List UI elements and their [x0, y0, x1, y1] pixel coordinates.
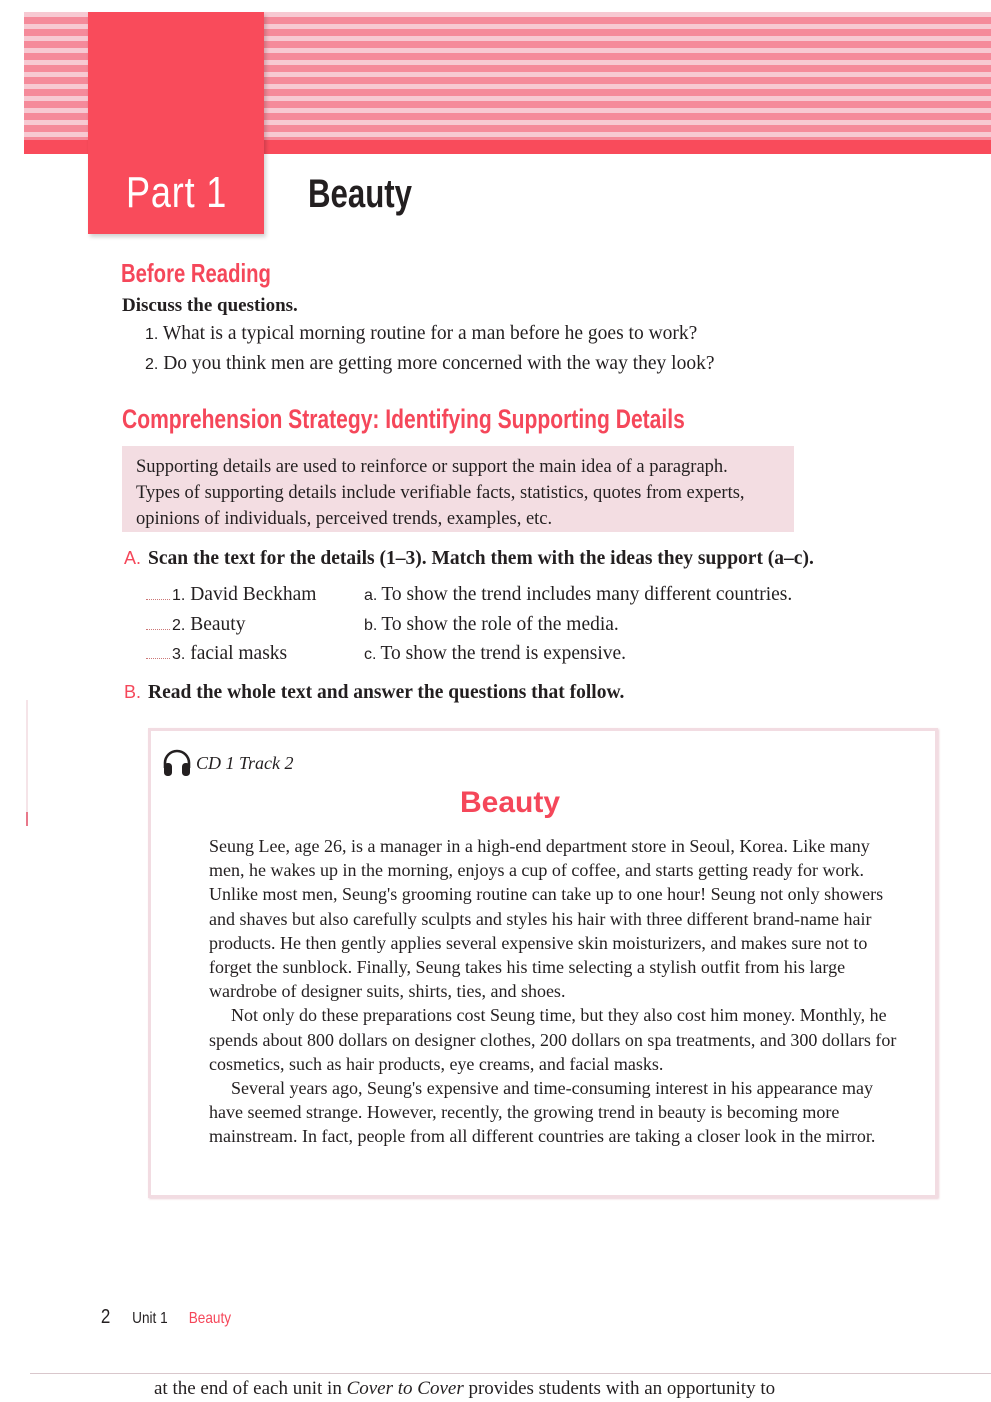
detail-number: 3.: [172, 646, 186, 663]
reading-title: Beauty: [459, 786, 561, 819]
answer-blank[interactable]: [146, 658, 170, 659]
before-reading-heading: Before Reading: [121, 258, 271, 288]
detail-text: Beauty: [190, 614, 246, 635]
detail-text: facial masks: [190, 643, 288, 664]
idea-text: To show the role of the media.: [381, 614, 619, 635]
book-title-italic: Cover to Cover: [346, 1378, 464, 1399]
idea-letter: a.: [364, 587, 378, 604]
passage-paragraph: Seung Lee, age 26, is a manager in a high-end department store in Seoul, Korea. Like many men, he wakes up in the morning, enjoys a cup of coffee, and starts getting ready for work. Unlike most men, Seung's grooming routine can take up to one hour! Seung not only showers and shaves but also carefully sculpts and styles his hair with three different brand-name hair products. He then gently applies several expensive skin moisturizers, and makes sure not to forget the sunblock. Finally, Seung takes his time selecting a stylish outfit from his large wardrobe of designer suits, shirts, ties, and shoes.: [209, 836, 884, 1002]
strategy-line: Supporting details are used to reinforce or support the main idea of a paragraph.: [136, 457, 728, 477]
headphones-icon: [162, 748, 192, 778]
exercise-b-instruction: [124, 682, 624, 704]
exercise-letter: A.: [124, 548, 142, 568]
strategy-line: opinions of individuals, perceived trends, examples, etc.: [136, 509, 553, 529]
strategy-heading: Comprehension Strategy: Identifying Supporting Details: [122, 404, 685, 434]
exercise-letter: B.: [124, 682, 142, 702]
idea-text: To show the trend includes many different countries.: [381, 584, 793, 605]
question-text: Do you think men are getting more concerned with the way they look?: [163, 353, 715, 374]
reading-passage: [209, 834, 899, 1149]
discussion-question: [145, 353, 714, 375]
page-divider: [30, 1373, 991, 1374]
idea-item: [364, 614, 619, 636]
question-text: What is a typical morning routine for a man before he goes to work?: [162, 323, 698, 344]
idea-text: To show the trend is expensive.: [380, 643, 627, 664]
idea-letter: b.: [364, 617, 378, 634]
passage-paragraph: Several years ago, Seung's expensive and time-consuming interest in his appearance may have seemed strange. However, recently, the growing trend in beauty is becoming more mainstream. In fact, people from all different countries are taking a closer look in the mirror.: [209, 1078, 876, 1147]
track-text: CD 1 Track 2: [196, 752, 294, 773]
answer-blank[interactable]: [146, 599, 170, 600]
detail-item: [146, 643, 287, 665]
footer-unit-title: Beauty: [188, 1310, 231, 1327]
strategy-line: Types of supporting details include verifiable facts, statistics, quotes from experts,: [136, 483, 745, 503]
passage-paragraph: Not only do these preparations cost Seung time, but they also cost him money. Monthly, he spends about 800 dollars on designer clothes, 200 dollars on spa treatments, and 300 dollars for cosmetics, such as hair products, eye creams, and facial masks.: [209, 1005, 897, 1074]
page-number: 2: [100, 1306, 111, 1328]
exercise-b-text: Read the whole text and answer the questions that follow.: [148, 682, 625, 703]
detail-number: 1.: [172, 587, 186, 604]
answer-blank[interactable]: [146, 629, 170, 630]
footer-unit: Unit 1: [132, 1310, 168, 1327]
discuss-instruction: Discuss the questions.: [122, 295, 298, 316]
exercise-a-text: Scan the text for the details (1–3). Match them with the ideas they support (a–c).: [148, 548, 814, 569]
next-page-text-end: provides students with an opportunity to: [463, 1378, 776, 1399]
detail-item: [146, 584, 316, 606]
page-footer: [100, 1306, 235, 1329]
idea-item: [364, 643, 626, 665]
next-page-text: [154, 1378, 775, 1400]
exercise-a-instruction: [124, 548, 814, 570]
detail-item: [146, 614, 245, 636]
idea-letter: c.: [364, 646, 377, 663]
audio-track-label[interactable]: [162, 748, 294, 778]
part-label: Part 1: [126, 168, 228, 217]
next-page-text-start: at the end of each unit in: [154, 1378, 347, 1399]
idea-item: [364, 584, 792, 606]
question-number: 2.: [145, 356, 159, 373]
discussion-question: [145, 323, 697, 345]
question-number: 1.: [145, 326, 159, 343]
detail-text: David Beckham: [190, 584, 317, 605]
strategy-box: [122, 446, 794, 532]
detail-number: 2.: [172, 617, 186, 634]
page-title: Beauty: [308, 172, 413, 216]
